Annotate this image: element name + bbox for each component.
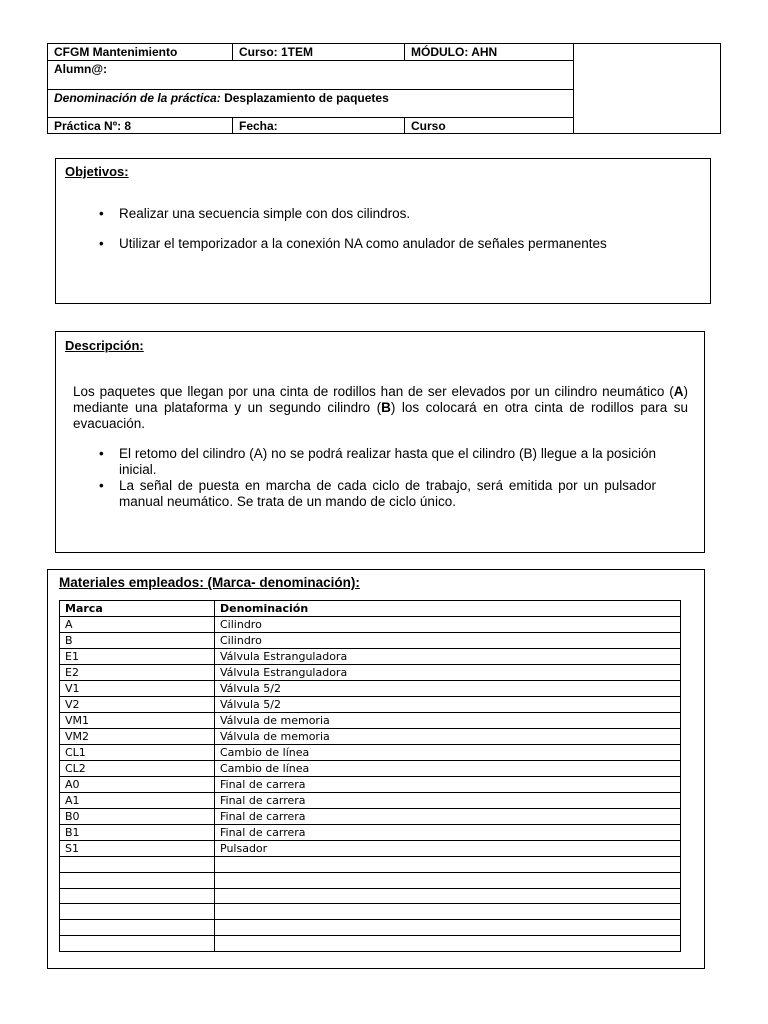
denominacion-cell: Cilindro — [215, 617, 681, 633]
empty-cell — [60, 888, 215, 904]
marca-cell: VM1 — [60, 713, 215, 729]
denominacion-cell: Válvula 5/2 — [215, 681, 681, 697]
descripcion-text-2: ) mediante una plataforma y un segundo cilindro ( — [73, 384, 688, 415]
descripcion-item-2: • La señal de puesta en marcha de cada ciclo de trabajo, será emitida por un pulsador manual neumático. Se trata de un mando de ciclo único. — [91, 478, 656, 510]
table-header-row — [60, 601, 681, 617]
empty-cell — [215, 888, 681, 904]
descripcion-list — [91, 446, 656, 510]
empty-cell — [215, 935, 681, 951]
empty-cell — [215, 857, 681, 873]
table-row — [60, 745, 681, 761]
marca-cell: E1 — [60, 649, 215, 665]
descripcion-text-3: ) los colocará en otra cinta de rodillos para su evacuación. — [73, 400, 688, 431]
header-row-2 — [48, 61, 573, 90]
table-row — [60, 761, 681, 777]
denominacion-cell: Cambio de línea — [215, 745, 681, 761]
descripcion-paragraph — [73, 384, 688, 432]
marca-cell: E2 — [60, 665, 215, 681]
cylinder-a-label: A — [673, 384, 684, 399]
table-row — [60, 825, 681, 841]
marca-cell: V2 — [60, 697, 215, 713]
column-header-denominacion: Denominación — [215, 601, 681, 617]
empty-cell — [60, 935, 215, 951]
fecha-cell: Fecha: — [232, 118, 404, 133]
denominacion-field — [48, 90, 573, 117]
marca-cell: CL1 — [60, 745, 215, 761]
header-row-4 — [48, 118, 573, 133]
empty-cell — [60, 920, 215, 936]
empty-cell — [60, 904, 215, 920]
descripcion-title: Descripción: — [65, 338, 144, 353]
empty-cell — [60, 872, 215, 888]
table-row — [60, 809, 681, 825]
table-row — [60, 697, 681, 713]
empty-table-row — [60, 857, 681, 873]
descripcion-item-1: • El retomo del cilindro (A) no se podrá realizar hasta que el cilindro (B) llegue a la posición inicial. — [91, 446, 656, 478]
curso2-cell: Curso — [404, 118, 573, 133]
marca-cell: B0 — [60, 809, 215, 825]
table-row — [60, 841, 681, 857]
practica-cell: Práctica Nº: 8 — [54, 119, 132, 133]
modulo-cell: MÓDULO: AHN — [404, 44, 573, 60]
descripcion-box — [55, 331, 705, 553]
empty-cell — [215, 872, 681, 888]
table-row — [60, 729, 681, 745]
denominacion-cell: Cilindro — [215, 633, 681, 649]
objetivo-item-1: • Realizar una secuencia simple con dos cilindros. — [91, 206, 691, 221]
marca-cell: V1 — [60, 681, 215, 697]
denominacion-cell: Cambio de línea — [215, 761, 681, 777]
denominacion-cell: Válvula de memoria — [215, 713, 681, 729]
table-row — [60, 713, 681, 729]
table-row — [60, 617, 681, 633]
denominacion-label: Denominación de la práctica: — [54, 91, 221, 105]
materiales-table — [59, 600, 681, 952]
empty-cell — [215, 904, 681, 920]
header-row-1 — [48, 44, 573, 61]
table-row — [60, 665, 681, 681]
header-table — [47, 43, 721, 134]
header-row-3 — [48, 90, 573, 118]
empty-table-row — [60, 904, 681, 920]
marca-cell: A — [60, 617, 215, 633]
cylinder-b-label: B — [381, 400, 391, 415]
curso-cell: Curso: 1TEM — [232, 44, 404, 60]
marca-cell: B — [60, 633, 215, 649]
empty-table-row — [60, 920, 681, 936]
denominacion-cell: Válvula Estranguladora — [215, 649, 681, 665]
marca-cell: A1 — [60, 793, 215, 809]
table-row — [60, 681, 681, 697]
empty-table-row — [60, 888, 681, 904]
empty-cell — [60, 857, 215, 873]
marca-cell: S1 — [60, 841, 215, 857]
empty-cell — [215, 920, 681, 936]
table-row — [60, 777, 681, 793]
denominacion-cell: Válvula de memoria — [215, 729, 681, 745]
denominacion-cell: Final de carrera — [215, 793, 681, 809]
column-header-marca: Marca — [60, 601, 215, 617]
descripcion-text-1: Los paquetes que llegan por una cinta de rodillos han de ser elevados por un cilindro neumático ( — [73, 384, 674, 399]
marca-cell: B1 — [60, 825, 215, 841]
header-blank-cell — [573, 44, 721, 133]
denominacion-value: Desplazamiento de paquetes — [224, 91, 389, 105]
marca-cell: CL2 — [60, 761, 215, 777]
alumno-field: Alumn@: — [54, 62, 108, 76]
denominacion-cell: Pulsador — [215, 841, 681, 857]
denominacion-cell: Válvula Estranguladora — [215, 665, 681, 681]
table-row — [60, 793, 681, 809]
denominacion-cell: Final de carrera — [215, 777, 681, 793]
marca-cell: VM2 — [60, 729, 215, 745]
marca-cell: A0 — [60, 777, 215, 793]
objetivos-title: Objetivos: — [65, 164, 129, 179]
empty-table-row — [60, 872, 681, 888]
table-row — [60, 649, 681, 665]
empty-table-row — [60, 935, 681, 951]
objetivos-box — [55, 158, 711, 304]
denominacion-cell: Final de carrera — [215, 825, 681, 841]
objetivo-item-2: • Utilizar el temporizador a la conexión NA como anulador de señales permanentes — [91, 236, 691, 251]
materiales-title: Materiales empleados: (Marca- denominación): — [59, 575, 360, 590]
denominacion-cell: Final de carrera — [215, 809, 681, 825]
table-row — [60, 633, 681, 649]
denominacion-cell: Válvula 5/2 — [215, 697, 681, 713]
objetivos-list — [91, 206, 691, 251]
school-name: CFGM Mantenimiento — [54, 45, 178, 59]
